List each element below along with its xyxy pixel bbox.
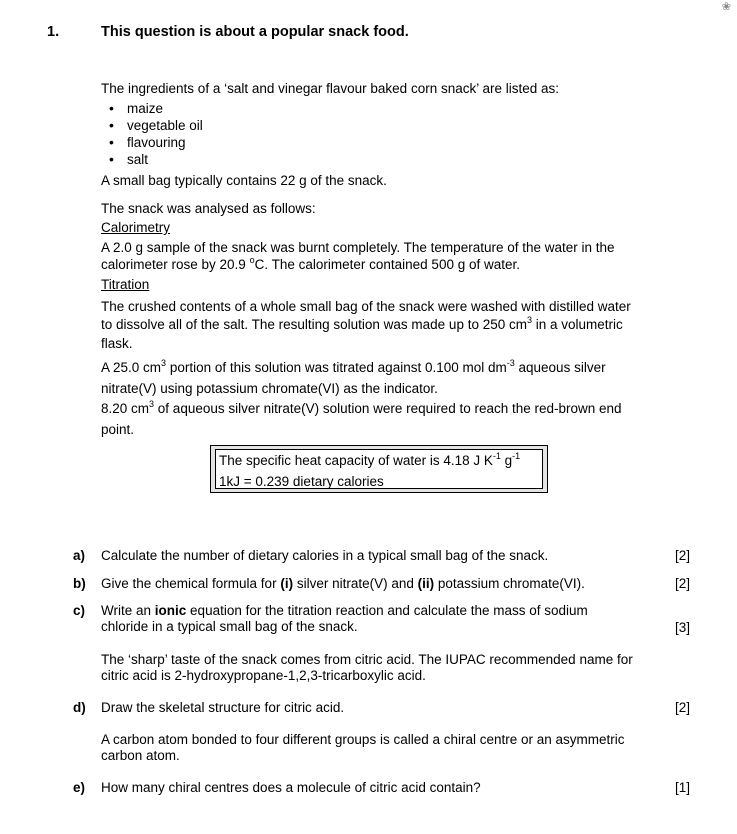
part-c-mark: [3]: [675, 620, 691, 635]
citric-acid-text: The ‘sharp’ taste of the snack comes from citric acid. The IUPAC recommended name for citric acid is 2-hydroxypropane-1,2,3-tricarboxylic acid.: [101, 652, 633, 683]
part-a-mark: [2]: [675, 548, 691, 563]
list-item: • flavouring: [127, 134, 203, 151]
part-a-text: Calculate the number of dietary calories in a typical small bag of the snack.: [101, 548, 549, 563]
part-b-label: b): [73, 576, 86, 591]
list-item: • salt: [127, 151, 203, 168]
part-b-text: Give the chemical formula for (i) silver nitrate(V) and (ii) potassium chromate(VI).: [101, 576, 585, 591]
chiral-centre-text: A carbon atom bonded to four different groups is called a chiral centre or an asymmetric carbon atom.: [101, 732, 625, 763]
calorimetry-heading: Calorimetry: [101, 220, 171, 235]
corner-logo-icon: ❀: [721, 1, 731, 13]
question-number: 1.: [47, 24, 60, 40]
question-title: This question is about a popular snack food.: [101, 24, 409, 40]
part-d-text: Draw the skeletal structure for citric acid.: [101, 700, 345, 715]
data-box-inner: The specific heat capacity of water is 4.18 J $K^{-1}$ $g^{-1}$ 1kJ = 0.239 dietary calories: [215, 449, 543, 489]
part-c-text: Write an ionic equation for the titration reaction and calculate the mass of sodium chloride in a typical small bag of the snack.: [101, 603, 588, 634]
part-a-label: a): [73, 548, 86, 563]
part-b-mark: [2]: [675, 576, 691, 591]
titration-paragraph-3: 8.20 $cm^3$ of aqueous silver nitrate(V) solution were required to reach the red-brown end point.: [101, 399, 622, 437]
part-e-label: e): [73, 780, 86, 795]
part-e-mark: [1]: [675, 780, 691, 795]
calorimetry-text: A 2.0 g sample of the snack was burnt completely. The temperature of the water in the calorimeter rose by 20.9 $^o$C. The calorimeter contained 500 g of water.: [101, 240, 615, 272]
part-c-label: c): [73, 603, 86, 618]
titration-heading: Titration: [101, 277, 150, 292]
titration-paragraph-1: The crushed contents of a whole small bag of the snack were washed with distilled water to dissolve all of the salt. The resulting solution was made up to 250 $cm^3$ in a volumetric flask.: [101, 299, 631, 351]
part-d-mark: [2]: [675, 700, 691, 715]
intro-text: The ingredients of a ‘salt and vinegar flavour baked corn snack’ are listed as:: [101, 81, 560, 96]
ingredients-list: [101, 100, 203, 168]
titration-paragraph-2: A 25.0 $cm^3$ portion of this solution was titrated against 0.100 mol $dm^{-3}$ aqueous silver nitrate(V) using potassium chromate(VI) as the indicator.: [101, 358, 606, 396]
data-box: [210, 445, 548, 493]
part-e-text: How many chiral centres does a molecule of citric acid contain?: [101, 780, 481, 795]
bag-text: A small bag typically contains 22 g of the snack.: [101, 173, 387, 188]
list-item: • vegetable oil: [127, 117, 203, 134]
list-item: • maize: [127, 100, 203, 117]
analysis-intro: The snack was analysed as follows:: [101, 201, 316, 216]
part-d-label: d): [73, 700, 86, 715]
